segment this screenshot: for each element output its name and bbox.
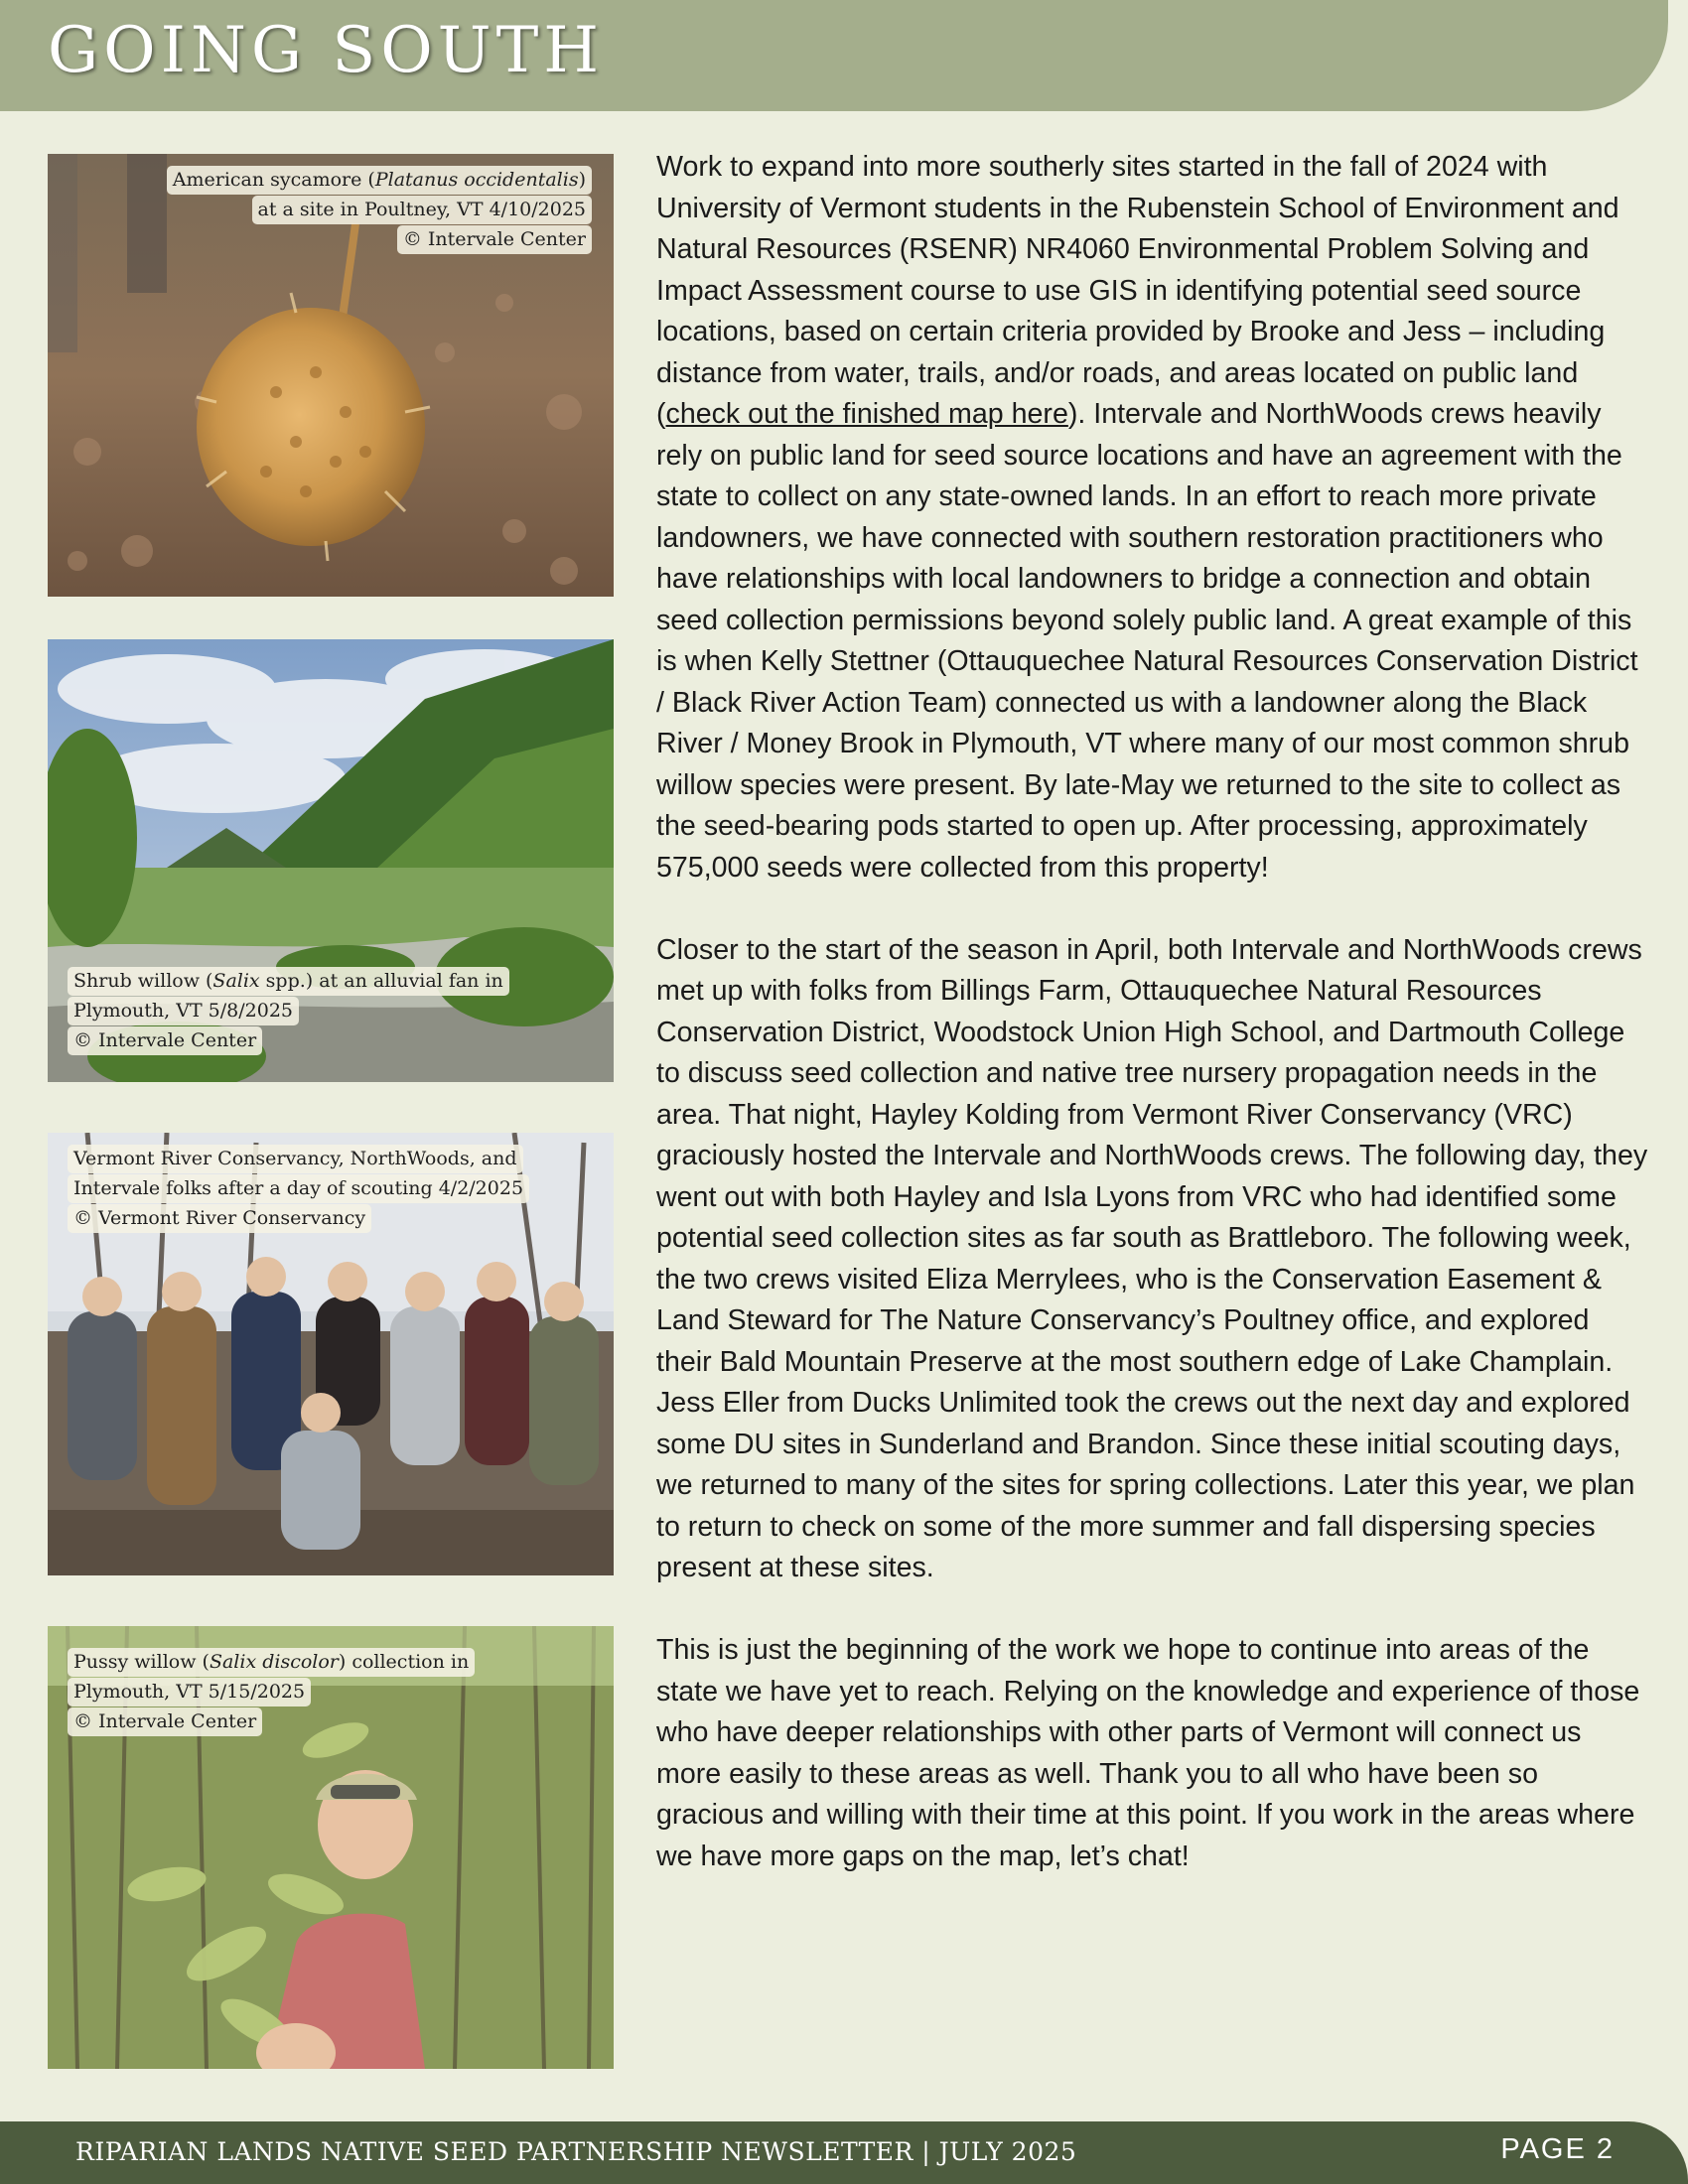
photo-caption bbox=[68, 1145, 529, 1234]
article-paragraph-3: This is just the beginning of the work we hope to continue into areas of the state we have yet to reach. Relying on the knowledge and experience of those who have deeper relationships with other parts of Vermont will connect us more easily to these areas as well. Thank you to all who have been so gracious and willing with their time at this point. If you work in the areas where we have more gaps on the map, let’s chat! bbox=[656, 1634, 1640, 1872]
page-title: GOING SOUTH bbox=[48, 14, 605, 87]
article-body bbox=[656, 147, 1649, 1919]
page-footer bbox=[0, 2121, 1688, 2184]
paragraph-text: ). Intervale and NorthWoods crews heavily rely on public land for seed source locations and have an agreement with the state to collect on any state-owned lands. In an effort to reach more private landowners, we have connected with southern restoration practitioners who have relationships with local landowners to bridge a connection and obtain seed collection permissions beyond solely public land. A great example of this is when Kelly Stettner (Ottauquechee Natural Resources Conservation District / Black River Action Team) connected us with a landowner along the Black River / Money Brook in Plymouth, VT where many of our most common shrub willow species were present. By late-May we returned to the site to collect as the seed-bearing pods started to open up. After processing, approximately 575,000 seeds were collected from this property! bbox=[656, 398, 1638, 884]
photo-caption bbox=[68, 1648, 475, 1737]
photo-shrub-willow bbox=[48, 639, 614, 1082]
caption-text: ) bbox=[578, 169, 586, 191]
caption-species: Salix bbox=[212, 970, 260, 992]
caption-text: American sycamore ( bbox=[172, 169, 375, 191]
caption-text: ) collection in bbox=[338, 1651, 470, 1673]
caption-text: Shrub willow ( bbox=[73, 970, 213, 992]
caption-text: Pussy willow ( bbox=[73, 1651, 210, 1673]
caption-text: Vermont River Conservancy, NorthWoods, and bbox=[68, 1145, 523, 1173]
photo-scouting-group bbox=[48, 1133, 614, 1575]
page-number: PAGE 2 bbox=[1500, 2133, 1615, 2165]
caption-location: Plymouth, VT 5/15/2025 bbox=[68, 1678, 311, 1706]
photo-pussy-willow bbox=[48, 1626, 614, 2069]
caption-credit: © Intervale Center bbox=[68, 1707, 262, 1736]
caption-credit: © Intervale Center bbox=[397, 225, 592, 254]
photo-caption bbox=[167, 166, 592, 255]
caption-text: spp.) at an alluvial fan in bbox=[259, 970, 503, 992]
caption-credit: © Intervale Center bbox=[68, 1026, 262, 1055]
paragraph-text: Work to expand into more southerly sites started in the fall of 2024 with University of Vermont students in the Rubenstein School of Environment and Natural Resources (RSENR) NR4060 Environmental Problem Solving and Impact Assessment course to use GIS in identifying potential seed source locations, based on certain criteria provided by Brooke and Jess – including distance from water, trails, and/or roads, and areas located on public land ( bbox=[656, 151, 1619, 430]
photo-caption bbox=[68, 967, 509, 1056]
article-paragraph-2: Closer to the start of the season in April, both Intervale and NorthWoods crews met up with folks from Billings Farm, Ottauquechee Natural Resources Conservation District, Woodstock Union High School, and Dartmouth College to discuss seed collection and native tree nursery propagation needs in the area. That night, Hayley Kolding from Vermont River Conservancy (VRC) graciously hosted the Intervale and NorthWoods crews. The following day, they went out with both Hayley and Isla Lyons from VRC who had identified some potential seed collection sites as far south as Brattleboro. The following week, the two crews visited Eliza Merrylees, who is the Conservation Easement & Land Steward for The Nature Conservancy’s Poultney office, and explored their Bald Mountain Preserve at the most southern edge of Lake Champlain. Jess Eller from Ducks Unlimited took the crews out the next day and explored some DU sites in Sunderland and Brandon. Since these initial scouting days, we returned to many of the sites for spring collections. Later this year, we plan to return to check on some of the more summer and fall dispersing species present at these sites. bbox=[656, 933, 1648, 1583]
newsletter-title: RIPARIAN LANDS NATIVE SEED PARTNERSHIP NEWSLETTER | JULY 2025 bbox=[75, 2137, 1077, 2166]
caption-text: Intervale folks after a day of scouting 4/2/2025 bbox=[68, 1174, 529, 1203]
caption-credit: © Vermont River Conservancy bbox=[68, 1204, 371, 1233]
caption-location: Plymouth, VT 5/8/2025 bbox=[68, 997, 299, 1025]
finished-map-link[interactable]: check out the finished map here bbox=[665, 398, 1068, 430]
caption-location: at a site in Poultney, VT 4/10/2025 bbox=[252, 196, 593, 224]
page-header bbox=[0, 0, 1668, 111]
photo-american-sycamore bbox=[48, 154, 614, 597]
caption-species: Platanus occidentalis bbox=[374, 169, 579, 191]
caption-species: Salix discolor bbox=[209, 1651, 339, 1673]
article-paragraph-1 bbox=[656, 147, 1649, 888]
